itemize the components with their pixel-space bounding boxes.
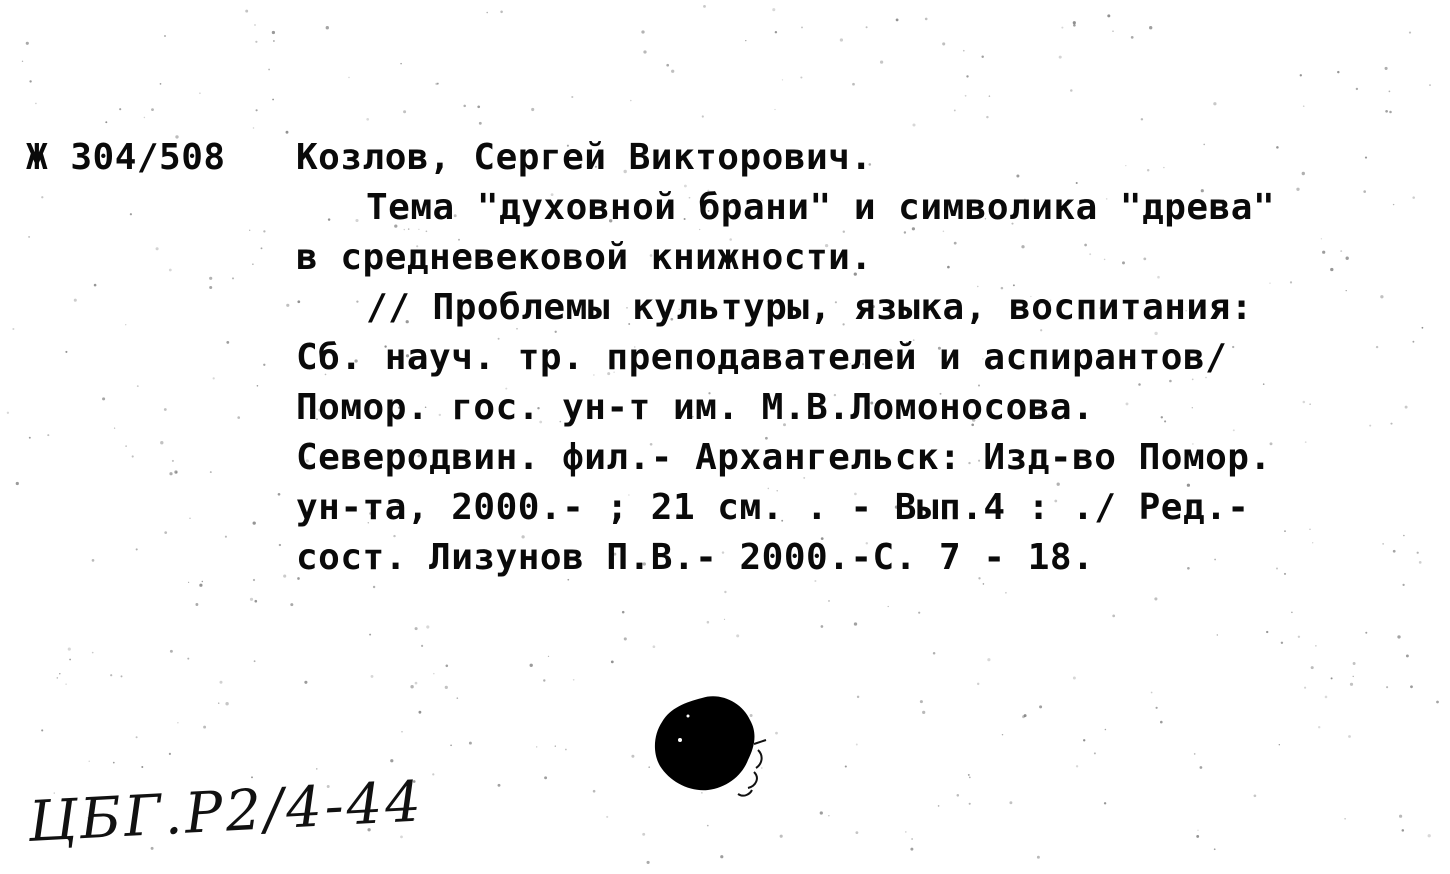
title-line-1: Тема "духовной брани" и символика "древа" — [366, 187, 1276, 228]
source-line-5: ун-та, 2000.- ; 21 см. . - Вып.4 : ./ Ред.- — [296, 487, 1250, 528]
shelfmark: Ж 304/508 — [26, 137, 226, 178]
source-line-6: сост. Лизунов П.В.- 2000.-С. 7 - 18. — [296, 537, 1095, 578]
punch-hole-icon — [650, 690, 780, 810]
source-line-3: Помор. гос. ун-т им. М.В.Ломоносова. — [296, 387, 1095, 428]
source-line-1: // Проблемы культуры, языка, воспитания: — [366, 287, 1253, 328]
author-line: Козлов, Сергей Викторович. — [296, 137, 873, 178]
title-line-2: в средневековой книжности. — [296, 237, 873, 278]
source-line-2: Сб. науч. тр. преподавателей и аспирантов/ — [296, 337, 1228, 378]
handwritten-classification: ЦБГ.Р2/4-44 — [26, 769, 426, 855]
source-line-4: Северодвин. фил.- Архангельск: Изд-во Помор. — [296, 437, 1272, 478]
